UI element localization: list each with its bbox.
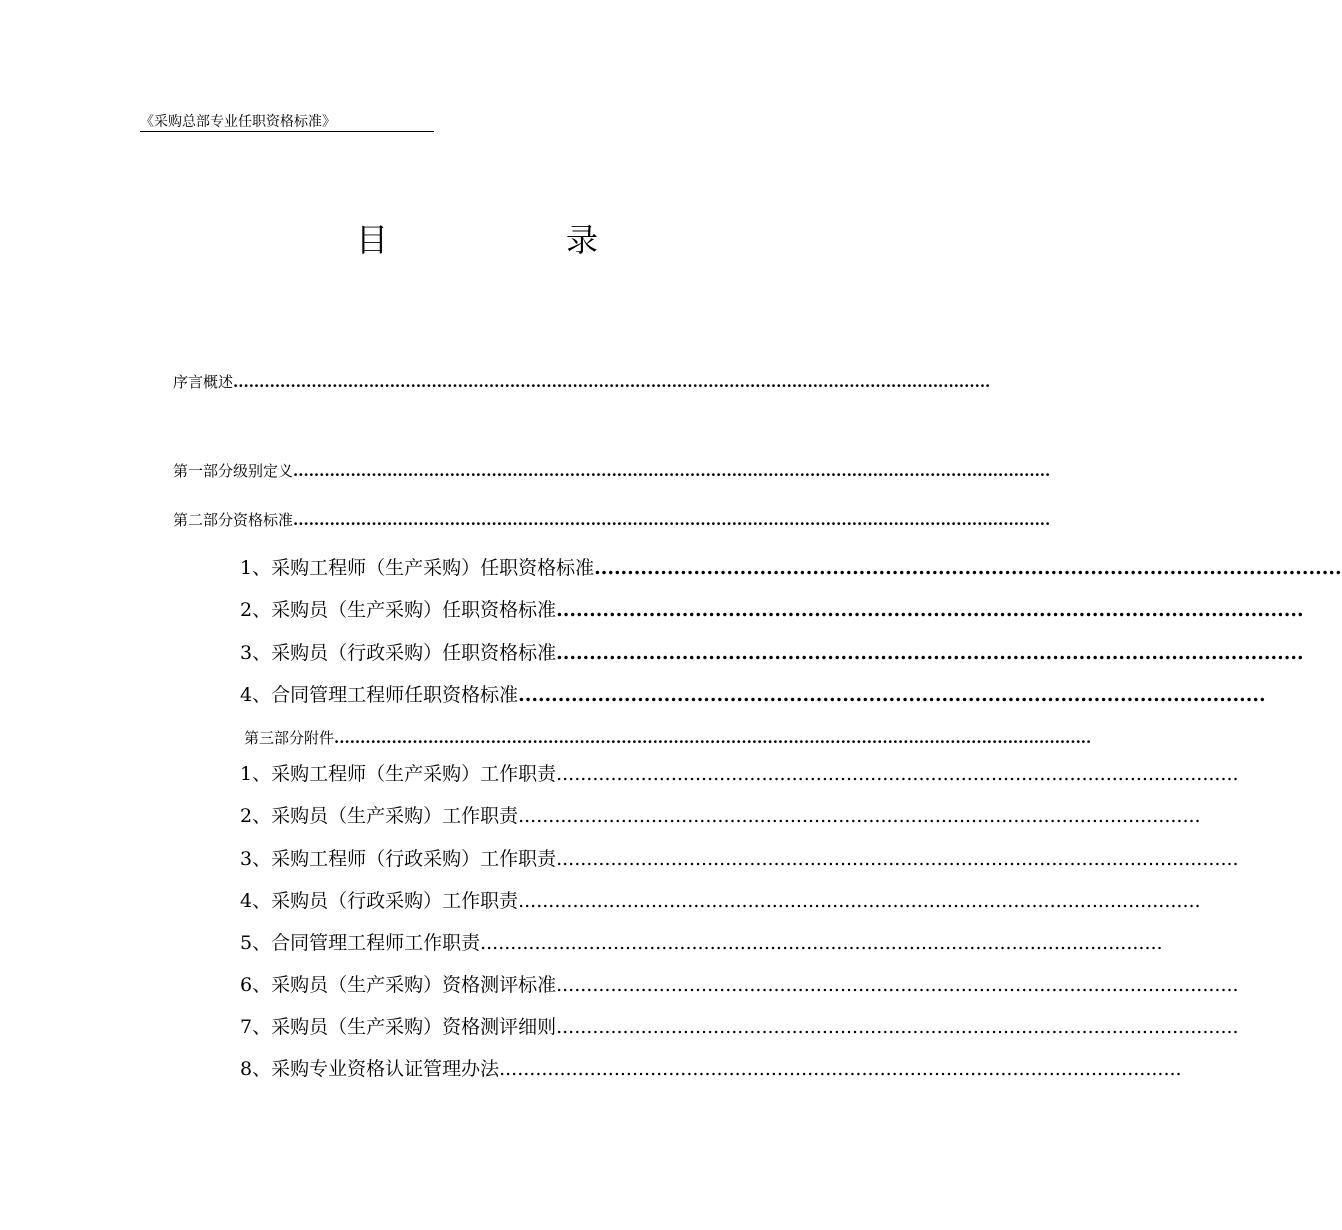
toc-entry-part-3-item-2[interactable]: [240, 803, 1201, 829]
toc-entry-part-1[interactable]: [173, 460, 1051, 482]
toc-item-text: 6、采购员（生产采购）资格测评标准: [240, 974, 557, 996]
part-1-label: 第一部分: [173, 462, 234, 480]
toc-title-char-2: 录: [566, 221, 599, 259]
leader-dots: .................................................................................................................................................: [293, 511, 1051, 529]
toc-entry-part-3-item-6[interactable]: [240, 972, 1239, 998]
leader-dots: .................................................................................................................: [556, 763, 1239, 785]
toc-entry-part-3-item-1[interactable]: [240, 761, 1239, 787]
toc-item-text: 2、采购员（生产采购）任职资格标准: [240, 599, 557, 621]
toc-entry-part-3-item-7[interactable]: [240, 1014, 1239, 1040]
toc-item-text: 4、合同管理工程师任职资格标准: [240, 684, 519, 706]
toc-item-text: 5、合同管理工程师工作职责: [240, 932, 481, 954]
toc-item-text: 2、采购员（生产采购）工作职责: [240, 805, 519, 827]
part-3-label: 第三部分: [244, 729, 305, 747]
leader-dots: .................................................................................................................................................: [293, 462, 1051, 480]
toc-entry-part-2-item-4[interactable]: [240, 682, 1266, 708]
toc-entry-part-3-item-5[interactable]: [240, 930, 1163, 956]
leader-dots: .................................................................................................................: [499, 1058, 1182, 1080]
leader-dots: .................................................................................................................: [556, 599, 1304, 621]
preface-char-1: 序: [173, 373, 189, 391]
preface-char-2: 言: [188, 373, 204, 391]
leader-dots: .................................................................................................................: [556, 1016, 1239, 1038]
toc-item-text: 3、采购工程师（行政采购）工作职责: [240, 848, 557, 870]
toc-entry-part-2[interactable]: [173, 509, 1051, 531]
toc-item-text: 3、采购员（行政采购）任职资格标准: [240, 642, 557, 664]
part-2-title: 资格标准: [233, 511, 294, 529]
toc-item-text: 1、采购工程师（生产采购）任职资格标准: [240, 557, 595, 579]
toc-entry-part-3-item-3[interactable]: [240, 846, 1239, 872]
toc-title-char-1: 目: [356, 221, 389, 259]
leader-dots: .................................................................................................................: [556, 848, 1239, 870]
part-1-title: 级别定义: [233, 462, 294, 480]
toc-entry-part-3-item-4[interactable]: [240, 888, 1201, 914]
preface-label: 概述: [203, 373, 234, 391]
leader-dots: .................................................................................................................: [556, 974, 1239, 996]
toc-entry-preface[interactable]: [173, 371, 991, 393]
leader-dots: .................................................................................................................: [480, 932, 1163, 954]
toc-item-text: 7、采购员（生产采购）资格测评细则: [240, 1016, 557, 1038]
toc-entry-part-2-item-2[interactable]: [240, 597, 1304, 623]
toc-entry-part-3-item-8[interactable]: [240, 1056, 1182, 1082]
toc-entry-part-2-item-1[interactable]: [240, 555, 1342, 581]
part-2-label: 第二部分: [173, 511, 234, 529]
leader-dots: .................................................................................................................: [556, 642, 1304, 664]
leader-dots: .................................................................................................................................................: [334, 729, 1092, 747]
leader-dots: .................................................................................................................: [518, 890, 1201, 912]
toc-item-text: 8、采购专业资格认证管理办法: [240, 1058, 500, 1080]
toc-entry-part-3[interactable]: [244, 727, 1092, 749]
leader-dots: .................................................................................................................: [518, 684, 1266, 706]
toc-item-text: 4、采购员（行政采购）工作职责: [240, 890, 519, 912]
part-3-title: 附件: [304, 729, 335, 747]
toc-entry-part-2-item-3[interactable]: [240, 640, 1304, 666]
toc-item-text: 1、采购工程师（生产采购）工作职责: [240, 763, 557, 785]
document-header: 《采购总部专业任职资格标准》: [140, 113, 434, 132]
leader-dots: .................................................................................................................................................: [233, 373, 991, 391]
leader-dots: .................................................................................................................: [518, 805, 1201, 827]
leader-dots: .................................................................................................................: [594, 557, 1342, 579]
